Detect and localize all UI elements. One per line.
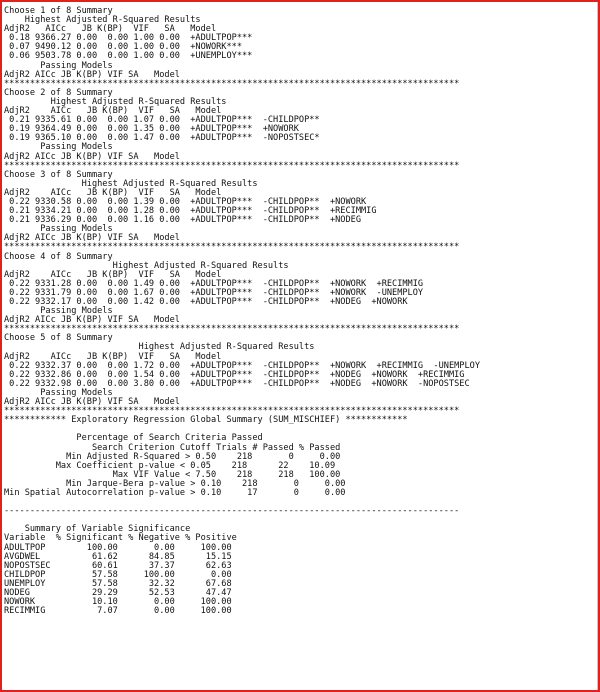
- window-edge: [597, 2, 598, 690]
- report-line: Passing Models: [4, 306, 113, 317]
- report-line: 0.19 9365.10 0.00 0.00 1.47 0.00 +ADULTPOP*** -NOPOSTSEC*: [4, 133, 320, 144]
- report-line: Choose 2 of 8 Summary: [4, 87, 113, 98]
- report-line: Highest Adjusted R-Squared Results: [4, 260, 289, 271]
- report-line: Highest Adjusted R-Squared Results: [4, 15, 201, 26]
- report-line: Min Spatial Autocorrelation p-value > 0.10 17 0 0.00: [4, 487, 346, 498]
- report-line: Highest Adjusted R-Squared Results: [4, 342, 315, 353]
- report-line: 0.06 9503.78 0.00 0.00 1.00 0.00 +UNEMPLOY***: [4, 51, 253, 62]
- report-line: 0.22 9332.37 0.00 0.00 1.72 0.00 +ADULTPOP*** -CHILDPOP** +NOWORK +RECIMMIG -UNEMPLOY: [4, 360, 480, 371]
- report-line: AdjR2 AICc JB K(BP) VIF SA Model: [4, 69, 180, 80]
- report-line: ****************************************************************************************: [4, 160, 460, 171]
- report-line: 0.22 9331.79 0.00 0.00 1.67 0.00 +ADULTPOP*** -CHILDPOP** +NOWORK -UNEMPLOY: [4, 287, 424, 298]
- report-line: 0.19 9364.49 0.00 0.00 1.35 0.00 +ADULTPOP*** +NOWORK: [4, 124, 299, 135]
- report-line: AdjR2 AICc JB K(BP) VIF SA Model: [4, 397, 180, 408]
- report-line: CHILDPOP 57.58 100.00 0.00: [4, 569, 232, 580]
- report-line: 0.22 9332.86 0.00 0.00 1.54 0.00 +ADULTPOP*** -CHILDPOP** +NODEG +NOWORK +RECIMMIG: [4, 369, 465, 380]
- report-line: Min Jarque-Bera p-value > 0.10 218 0 0.00: [4, 478, 346, 489]
- report-line: 0.22 9332.17 0.00 0.00 1.42 0.00 +ADULTPOP*** -CHILDPOP** +NODEG +NOWORK: [4, 297, 408, 307]
- report-line: AdjR2 AICc JB K(BP) VIF SA Model: [4, 315, 180, 326]
- report-line: NOWORK 10.10 0.00 100.00: [4, 597, 232, 608]
- report-line: Highest Adjusted R-Squared Results: [4, 96, 227, 107]
- report-line: 0.22 9331.28 0.00 0.00 1.49 0.00 +ADULTPOP*** -CHILDPOP** +NOWORK +RECIMMIG: [4, 278, 424, 289]
- report-line: ****************************************************************************************: [4, 406, 460, 417]
- report-line: Highest Adjusted R-Squared Results: [4, 178, 258, 189]
- report-line: Max Coefficient p-value < 0.05 218 22 10.09: [4, 460, 336, 471]
- report-line: Passing Models: [4, 142, 113, 153]
- report-line: NODEG 29.29 52.53 47.47: [4, 588, 232, 598]
- report-line: Passing Models: [4, 60, 113, 71]
- report-line: Choose 5 of 8 Summary: [4, 333, 113, 344]
- report-line: 0.18 9366.27 0.00 0.00 1.00 0.00 +ADULTPOP***: [4, 33, 253, 44]
- report-line: AdjR2 AICc JB K(BP) VIF SA Model: [4, 151, 180, 162]
- report-line: Passing Models: [4, 387, 113, 398]
- report-line: 0.22 9330.58 0.00 0.00 1.39 0.00 +ADULTPOP*** -CHILDPOP** +NOWORK: [4, 196, 367, 207]
- report-line: ****************************************************************************************: [4, 242, 460, 253]
- report-line: ************ Exploratory Regression Global Summary (SUM_MISCHIEF) ************: [4, 415, 408, 426]
- report-line: Variable % Significant % Negative % Positive: [4, 533, 237, 544]
- report-line: Max VIF Value < 7.50 218 218 100.00: [4, 469, 341, 480]
- report-line: Passing Models: [4, 224, 113, 235]
- report-line: 0.21 9335.61 0.00 0.00 1.07 0.00 +ADULTPOP*** -CHILDPOP**: [4, 115, 320, 126]
- report-line: UNEMPLOY 57.58 32.32 67.68: [4, 578, 232, 589]
- report-line: Summary of Variable Significance: [4, 524, 191, 535]
- report-line: 0.07 9490.12 0.00 0.00 1.00 0.00 +NOWORK***: [4, 42, 242, 53]
- report-line: AdjR2 AICc JB K(BP) VIF SA Model: [4, 24, 217, 35]
- report-line: Min Adjusted R-Squared > 0.50 218 0 0.00: [4, 451, 341, 462]
- report-line: Choose 3 of 8 Summary: [4, 169, 113, 180]
- report-line: AdjR2 AICc JB K(BP) VIF SA Model: [4, 106, 222, 117]
- report-line: AdjR2 AICc JB K(BP) VIF SA Model: [4, 351, 222, 362]
- report-line: ADULTPOP 100.00 0.00 100.00: [4, 542, 232, 553]
- report-line: Choose 4 of 8 Summary: [4, 251, 113, 262]
- report-line: Choose 1 of 8 Summary: [4, 6, 113, 16]
- report-line: AdjR2 AICc JB K(BP) VIF SA Model: [4, 269, 222, 280]
- report-line: NOPOSTSEC 60.61 37.37 62.63: [4, 560, 232, 571]
- report-line: 0.21 9336.29 0.00 0.00 1.16 0.00 +ADULTPOP*** -CHILDPOP** +NODEG: [4, 215, 361, 226]
- report-line: ****************************************************************************************: [4, 324, 460, 335]
- report-line: ----------------------------------------------------------------------------------------: [4, 506, 460, 517]
- report-line: 0.21 9334.21 0.00 0.00 1.28 0.00 +ADULTPOP*** -CHILDPOP** +RECIMMIG: [4, 206, 377, 217]
- report-line: RECIMMIG 7.07 0.00 100.00: [4, 606, 232, 617]
- report-line: ****************************************************************************************: [4, 78, 460, 89]
- report-line: AdjR2 AICc JB K(BP) VIF SA Model: [4, 187, 222, 198]
- report-line: AVGDWEL 61.62 84.85 15.15: [4, 551, 232, 562]
- report-line: Search Criterion Cutoff Trials # Passed % Passed: [4, 442, 341, 453]
- report-line: Percentage of Search Criteria Passed: [4, 433, 263, 444]
- report-line: AdjR2 AICc JB K(BP) VIF SA Model: [4, 233, 180, 244]
- report-line: 0.22 9332.98 0.00 0.00 3.80 0.00 +ADULTPOP*** -CHILDPOP** +NODEG +NOWORK -NOPOSTSEC: [4, 378, 470, 389]
- regression-report-text: [4, 7, 480, 616]
